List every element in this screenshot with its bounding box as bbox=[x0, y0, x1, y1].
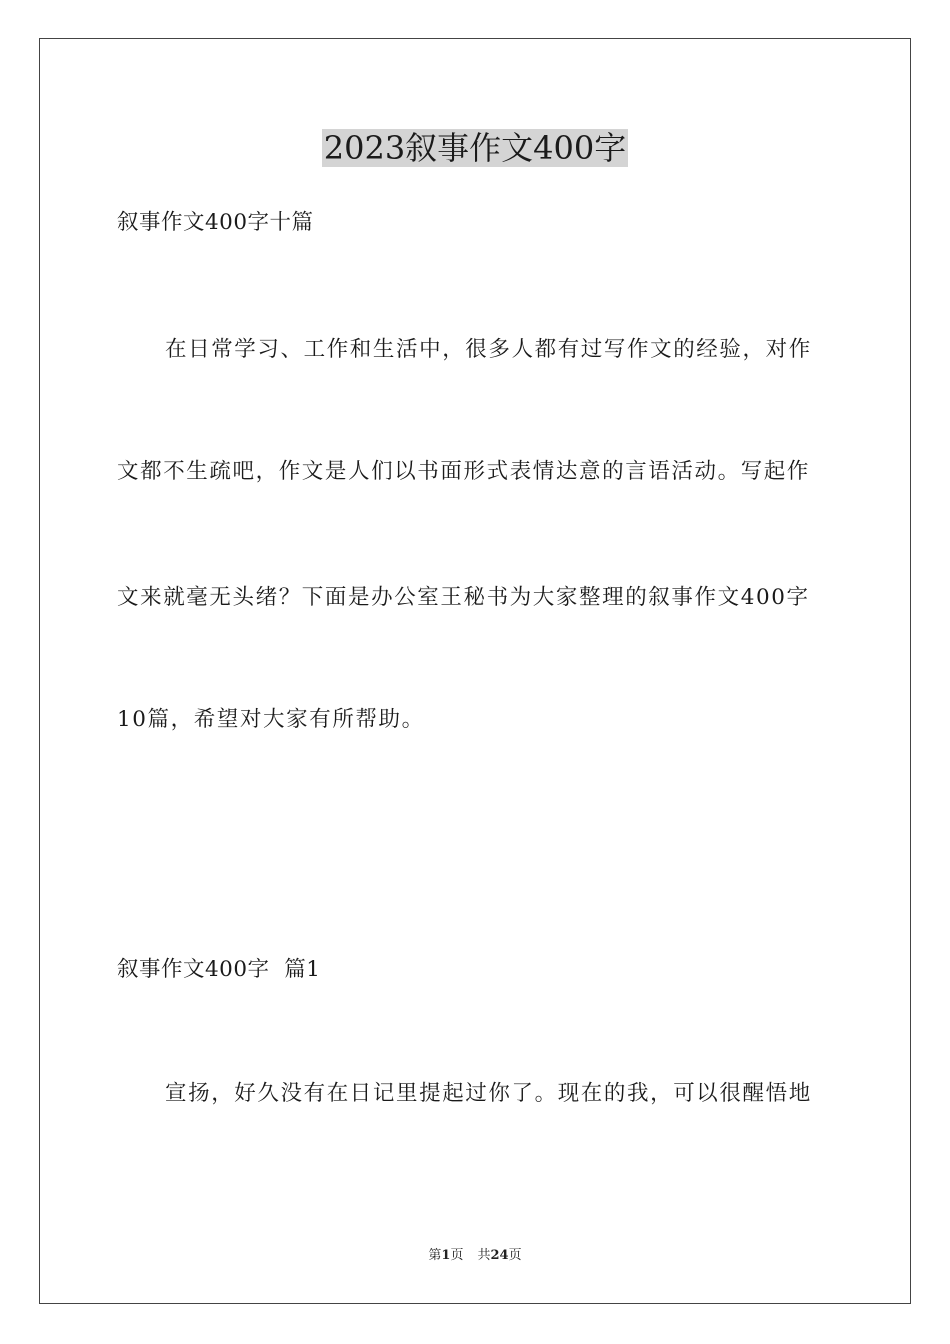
page-number: 1 bbox=[441, 1248, 451, 1263]
document-title bbox=[0, 126, 950, 170]
intro-line-4: 10篇，希望对大家有所帮助。 bbox=[117, 707, 425, 732]
section-heading: 叙事作文400字 篇1 bbox=[117, 957, 321, 982]
section-first-line: 宣扬，好久没有在日记里提起过你了。现在的我，可以很醒悟地 bbox=[165, 1081, 812, 1106]
page-prefix: 第 bbox=[428, 1248, 442, 1263]
page-suffix: 页 bbox=[450, 1248, 464, 1263]
intro-line-2: 文都不生疏吧，作文是人们以书面形式表情达意的言语活动。写起作 bbox=[117, 459, 811, 484]
total-suffix: 页 bbox=[508, 1248, 522, 1263]
total-prefix: 共 bbox=[477, 1248, 491, 1263]
intro-line-1: 在日常学习、工作和生活中，很多人都有过写作文的经验，对作 bbox=[165, 337, 812, 362]
document-subtitle: 叙事作文400字十篇 bbox=[117, 210, 314, 235]
intro-line-3: 文来就毫无头绪？下面是办公室王秘书为大家整理的叙事作文400字 bbox=[117, 585, 810, 610]
page-footer bbox=[0, 1247, 950, 1265]
total-pages: 24 bbox=[490, 1248, 509, 1263]
document-title-text: 2023叙事作文400字 bbox=[323, 129, 627, 167]
